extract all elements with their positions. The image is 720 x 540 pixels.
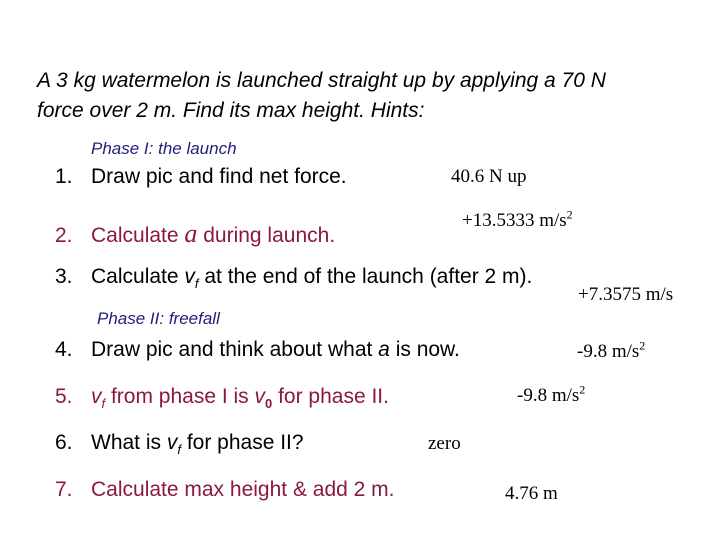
problem-statement xyxy=(37,66,606,126)
variable-a: a xyxy=(378,338,390,361)
variable-v0: v xyxy=(254,385,266,408)
item-text-pre: What is xyxy=(91,431,167,454)
item-text-pre: Calculate xyxy=(91,265,185,288)
hint-item-4 xyxy=(55,338,460,362)
hint-item-6 xyxy=(55,431,304,458)
item-number: 2. xyxy=(55,224,73,247)
answer-1: 40.6 N up xyxy=(451,166,527,187)
variable-v: v xyxy=(91,385,102,408)
item-number: 7. xyxy=(55,478,73,501)
hint-item-3 xyxy=(55,265,533,292)
item-number: 4. xyxy=(55,338,73,361)
item-text-pre: Calculate xyxy=(91,224,185,247)
hint-item-2 xyxy=(55,219,335,249)
variable-a: a xyxy=(184,219,198,248)
hint-item-5 xyxy=(55,385,389,412)
hint-item-7 xyxy=(55,478,395,502)
item-number: 5. xyxy=(55,385,73,408)
subscript-0: 0 xyxy=(265,396,273,412)
problem-line-1: A 3 kg watermelon is launched straight up by applying a 70 N xyxy=(37,69,606,92)
item-number: 6. xyxy=(55,431,73,454)
answer-2: +13.5333 $m/s^2$ xyxy=(462,207,573,231)
item-number: 1. xyxy=(55,165,73,188)
item-number: 3. xyxy=(55,265,73,288)
subscript-f: f xyxy=(194,276,199,292)
answer-4: -9.8 $m/s^2$ xyxy=(577,338,646,362)
subscript-f: f xyxy=(101,396,106,412)
phase-2-label: Phase II: freefall xyxy=(97,309,220,328)
problem-line-2: force over 2 m. Find its max height. Hints: xyxy=(37,99,425,122)
item-text-post: is now. xyxy=(389,338,460,361)
item-text-post: for phase II. xyxy=(272,385,389,408)
item-text: Draw pic and find net force. xyxy=(91,165,347,188)
answer-5: -9.8 $m/s^2$ xyxy=(517,382,586,406)
answer-3: +7.3575 m/s xyxy=(578,284,674,305)
item-text-post: during launch. xyxy=(197,224,336,247)
item-text-post: for phase II? xyxy=(180,431,304,454)
variable-v: v xyxy=(166,431,178,454)
phase-1-label: Phase I: the launch xyxy=(91,139,237,158)
hint-item-1 xyxy=(55,165,347,189)
item-text-mid: from phase I is xyxy=(105,385,255,408)
answer-6: zero xyxy=(428,433,461,454)
variable-v: v xyxy=(184,265,195,288)
item-text-pre: Draw pic and think about what xyxy=(91,338,379,361)
item-text-post: at the end of the launch (after 2 m). xyxy=(198,265,533,288)
answer-7: 4.76 m xyxy=(505,483,558,504)
item-text: Calculate max height & add 2 m. xyxy=(91,478,395,501)
subscript-f: f xyxy=(177,442,181,458)
